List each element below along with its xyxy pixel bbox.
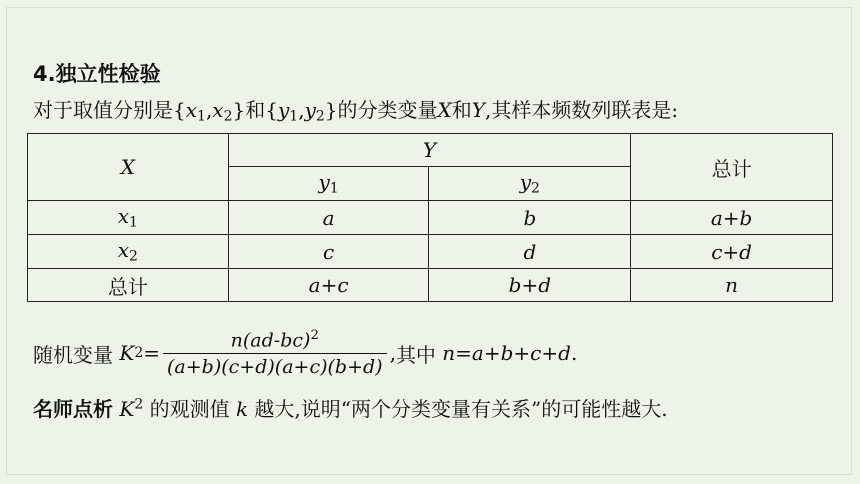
table-header-row xyxy=(28,134,833,167)
chi-square-formula: 随机变量 K 2 = $\frac{n(ad-bc)^2}{(a+b)(c+d)(a+c)(b+d)}$ , 其中 n=a+b+c+d . xyxy=(33,328,578,378)
header-y2: $y_2$ xyxy=(429,167,631,201)
variable-y: Y xyxy=(471,98,485,122)
row-label-total: 总计 xyxy=(28,269,229,302)
heading-dot: . xyxy=(47,62,56,86)
analysis-var: K xyxy=(119,397,135,421)
cell-total: a+c xyxy=(228,269,429,302)
row-label-x1: $x_1$ xyxy=(28,201,229,235)
header-x: X xyxy=(28,134,229,201)
header-total: 总计 xyxy=(631,134,833,201)
intro-text-3: 的分类变量 xyxy=(337,98,438,122)
contingency-table xyxy=(27,133,833,302)
cell: b xyxy=(429,201,631,235)
heading-number: 4 xyxy=(33,62,48,86)
fraction-numerator: $n(ad-bc)^2$ xyxy=(230,328,319,352)
cell: c xyxy=(228,235,429,269)
cell-grand-total: n xyxy=(631,269,833,302)
heading-title: 独立性检验 xyxy=(55,62,161,86)
variable-x: X xyxy=(437,98,452,122)
table-row xyxy=(28,201,833,235)
analysis-text-1: 的观测值 xyxy=(143,397,236,421)
table-total-row xyxy=(28,269,833,302)
formula-mid-text: 其中 xyxy=(395,342,436,367)
intro-paragraph xyxy=(33,94,678,125)
intro-text-5: ,其样本频数列联表是: xyxy=(484,98,679,122)
intro-text-2: 和 xyxy=(245,98,266,122)
analysis-k: k xyxy=(235,397,249,421)
cell: d xyxy=(429,235,631,269)
formula-fraction xyxy=(163,328,387,377)
fraction-denominator: (a+b)(c+d)(a+c)(b+d) xyxy=(163,353,387,378)
formula-prefix: 随机变量 xyxy=(33,342,113,367)
formula-var: K xyxy=(119,341,135,365)
intro-text-4: 和 xyxy=(451,98,472,122)
set-x: $\{x_1,x_2\}$ xyxy=(173,98,246,125)
header-y: Y xyxy=(228,134,631,167)
cell-total: a+b xyxy=(631,201,833,235)
set-y: $\{y_1,y_2\}$ xyxy=(265,98,338,125)
cell-total: c+d xyxy=(631,235,833,269)
row-label-x2: $x_2$ xyxy=(28,235,229,269)
cell-total: b+d xyxy=(429,269,631,302)
table-row xyxy=(28,235,833,269)
analysis-text-2: 越大,说明“两个分类变量有关系”的可能性越大. xyxy=(248,397,668,421)
intro-text-1: 对于取值分别是 xyxy=(33,98,173,122)
n-definition: n=a+b+c+d xyxy=(442,341,571,365)
teacher-analysis: 名师点析 $K^2$ 的观测值 k 越大,说明“两个分类变量有关系”的可能性越大. xyxy=(33,396,668,421)
section-heading xyxy=(33,58,161,88)
analysis-tag: 名师点析 xyxy=(33,397,113,421)
cell: a xyxy=(228,201,429,235)
header-y1: $y_1$ xyxy=(228,167,429,201)
